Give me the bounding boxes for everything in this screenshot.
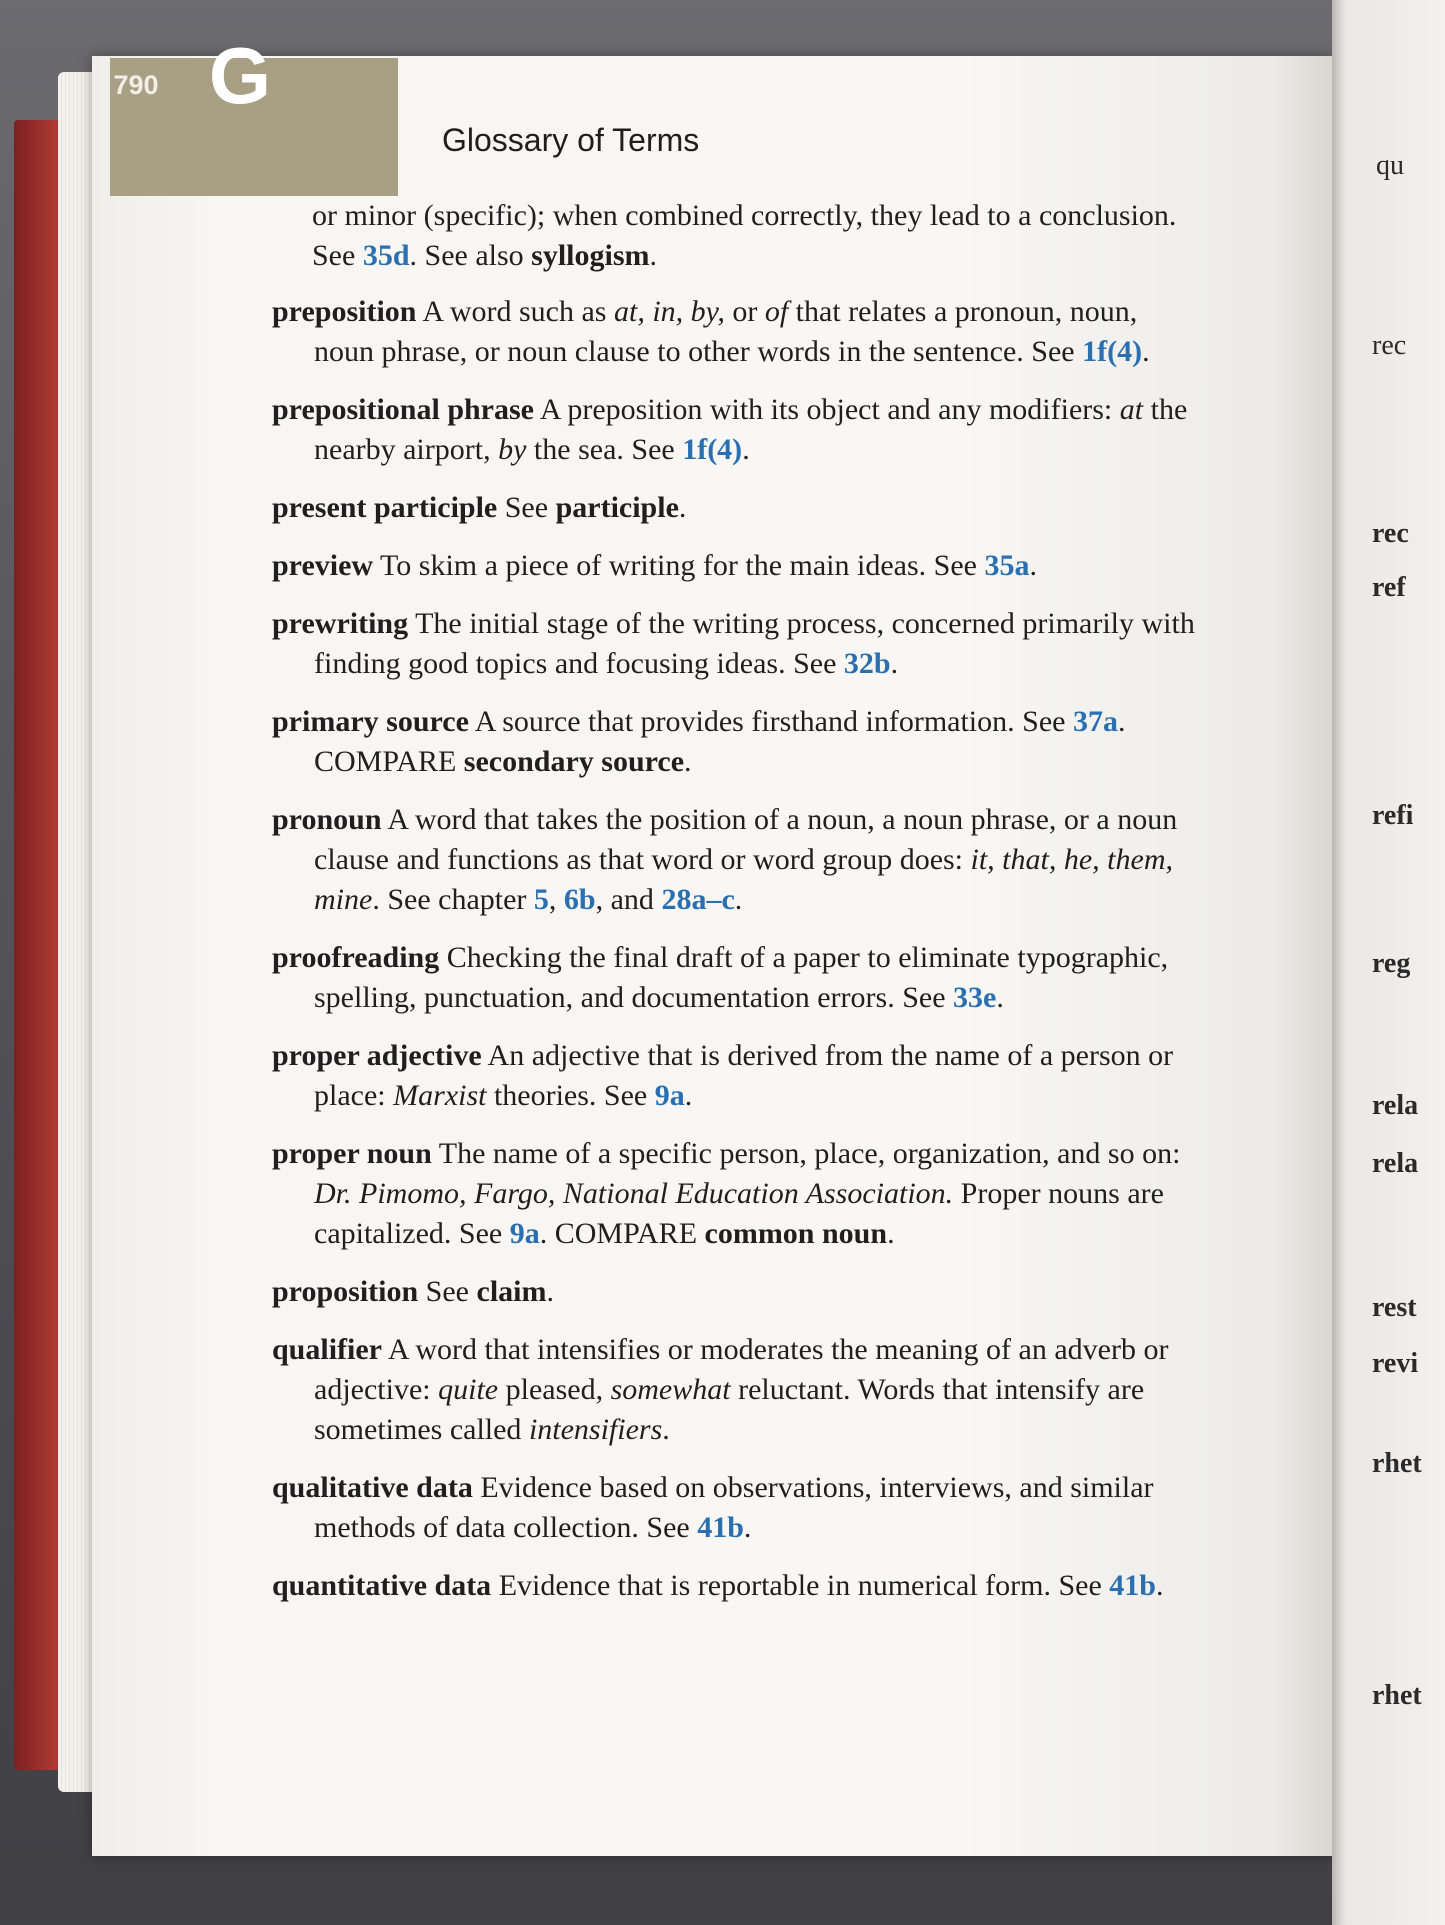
glossary-term: prewriting (272, 607, 409, 640)
cross-reference: 1f(4) (1082, 335, 1143, 368)
glossary-entry: qualitative data Evidence based on observations, interviews, and similar methods of data collection. See 41b. (272, 1471, 1154, 1544)
glossary-entry: prepositional phrase A preposition with its object and any modifiers: at the nearby airport, by the sea. See 1f(4). (272, 393, 1188, 466)
facing-fragment: ref (1372, 572, 1406, 603)
facing-fragment: rela (1372, 1148, 1419, 1179)
glossary-entry: present participle See participle. (272, 491, 687, 524)
glossary-entry: qualifier A word that intensifies or moderates the meaning of an adverb or adjective: quite pleased, somewhat reluctant. Words that intensify are sometimes called intensifiers. (272, 1333, 1169, 1446)
glossary-term: present participle (272, 491, 498, 524)
glossary-term: primary source (272, 705, 469, 738)
cross-reference: 41b (697, 1511, 744, 1544)
cross-reference: 32b (843, 647, 891, 680)
glossary-entry: proposition See claim. (272, 1275, 554, 1308)
facing-fragment: qu (1376, 150, 1404, 181)
glossary-entry: proofreading Checking the final draft of a paper to eliminate typographic, spelling, punctuation, and documentation errors. See 33e. (272, 941, 1169, 1014)
cross-reference: 28a–c (661, 883, 735, 916)
cross-reference: 5 (533, 883, 549, 916)
facing-fragment: rhet (1372, 1680, 1422, 1711)
facing-fragment: rela (1372, 1090, 1419, 1121)
glossary-term: qualifier (272, 1333, 382, 1366)
section-letter: G (208, 31, 272, 120)
cross-reference: 35d (362, 239, 410, 272)
glossary-term: preview (272, 549, 374, 582)
cross-reference: 9a (654, 1079, 685, 1112)
facing-fragment: rec (1372, 330, 1407, 361)
glossary-term: quantitative data (272, 1569, 492, 1602)
glossary-entry: preposition A word such as at, in, by, or of that relates a pronoun, noun, noun phrase, or noun clause to other words in the sentence. See 1f(4). (272, 295, 1150, 368)
cross-reference: 9a (509, 1217, 540, 1250)
cross-reference: 33e (953, 981, 997, 1014)
glossary-term: pronoun (272, 803, 382, 836)
cross-reference: 1f(4) (682, 433, 743, 466)
glossary-entry: prewriting The initial stage of the writing process, concerned primarily with finding good topics and focusing ideas. See 32b. (272, 607, 1195, 680)
glossary-term: proposition (272, 1275, 419, 1308)
glossary-entry: quantitative data Evidence that is reportable in numerical form. See 41b. (272, 1569, 1164, 1602)
cross-reference: 37a (1072, 705, 1118, 738)
cross-reference: 41b (1109, 1569, 1156, 1602)
facing-fragment: rec (1372, 518, 1409, 549)
facing-fragment: rhet (1372, 1448, 1422, 1479)
glossary-term: proper adjective (272, 1039, 482, 1072)
facing-page (1332, 0, 1445, 1925)
glossary-term: qualitative data (272, 1471, 473, 1504)
glossary-entry: pronoun A word that takes the position of a noun, a noun phrase, or a noun clause and functions as that word or word group does: it, that, he, them, mine. See chapter 5, 6b, and 28a–c. (272, 803, 1178, 916)
page-number: 790 (113, 70, 159, 100)
glossary-term: prepositional phrase (272, 393, 534, 426)
continued-entry: or minor (specific); when combined correctly, they lead to a conclusion. See 35d. See also syllogism. (312, 199, 1177, 272)
facing-fragment: rest (1372, 1292, 1417, 1323)
glossary-entry: preview To skim a piece of writing for the main ideas. See 35a. (272, 549, 1037, 582)
glossary-term: preposition (272, 295, 417, 328)
facing-fragment: refi (1372, 800, 1414, 831)
glossary-entry: proper adjective An adjective that is derived from the name of a person or place: Marxist theories. See 9a. (272, 1039, 1174, 1112)
page-title: Glossary of Terms (442, 122, 700, 158)
glossary-entry: primary source A source that provides firsthand information. See 37a. COMPARE secondary source. (272, 705, 1126, 778)
cross-reference: 35a (984, 549, 1030, 582)
glossary-entry: proper noun The name of a specific person, place, organization, and so on: Dr. Pimomo, Fargo, National Education Association. Proper nouns are capitalized. See 9a. COMPARE common noun. (272, 1137, 1181, 1250)
facing-fragment: reg (1372, 948, 1411, 979)
glossary-term: proofreading (272, 941, 440, 974)
facing-fragment: revi (1372, 1348, 1419, 1379)
glossary-term: proper noun (272, 1137, 432, 1170)
glossary-content (272, 196, 1202, 1624)
cross-reference: 6b (563, 883, 596, 916)
